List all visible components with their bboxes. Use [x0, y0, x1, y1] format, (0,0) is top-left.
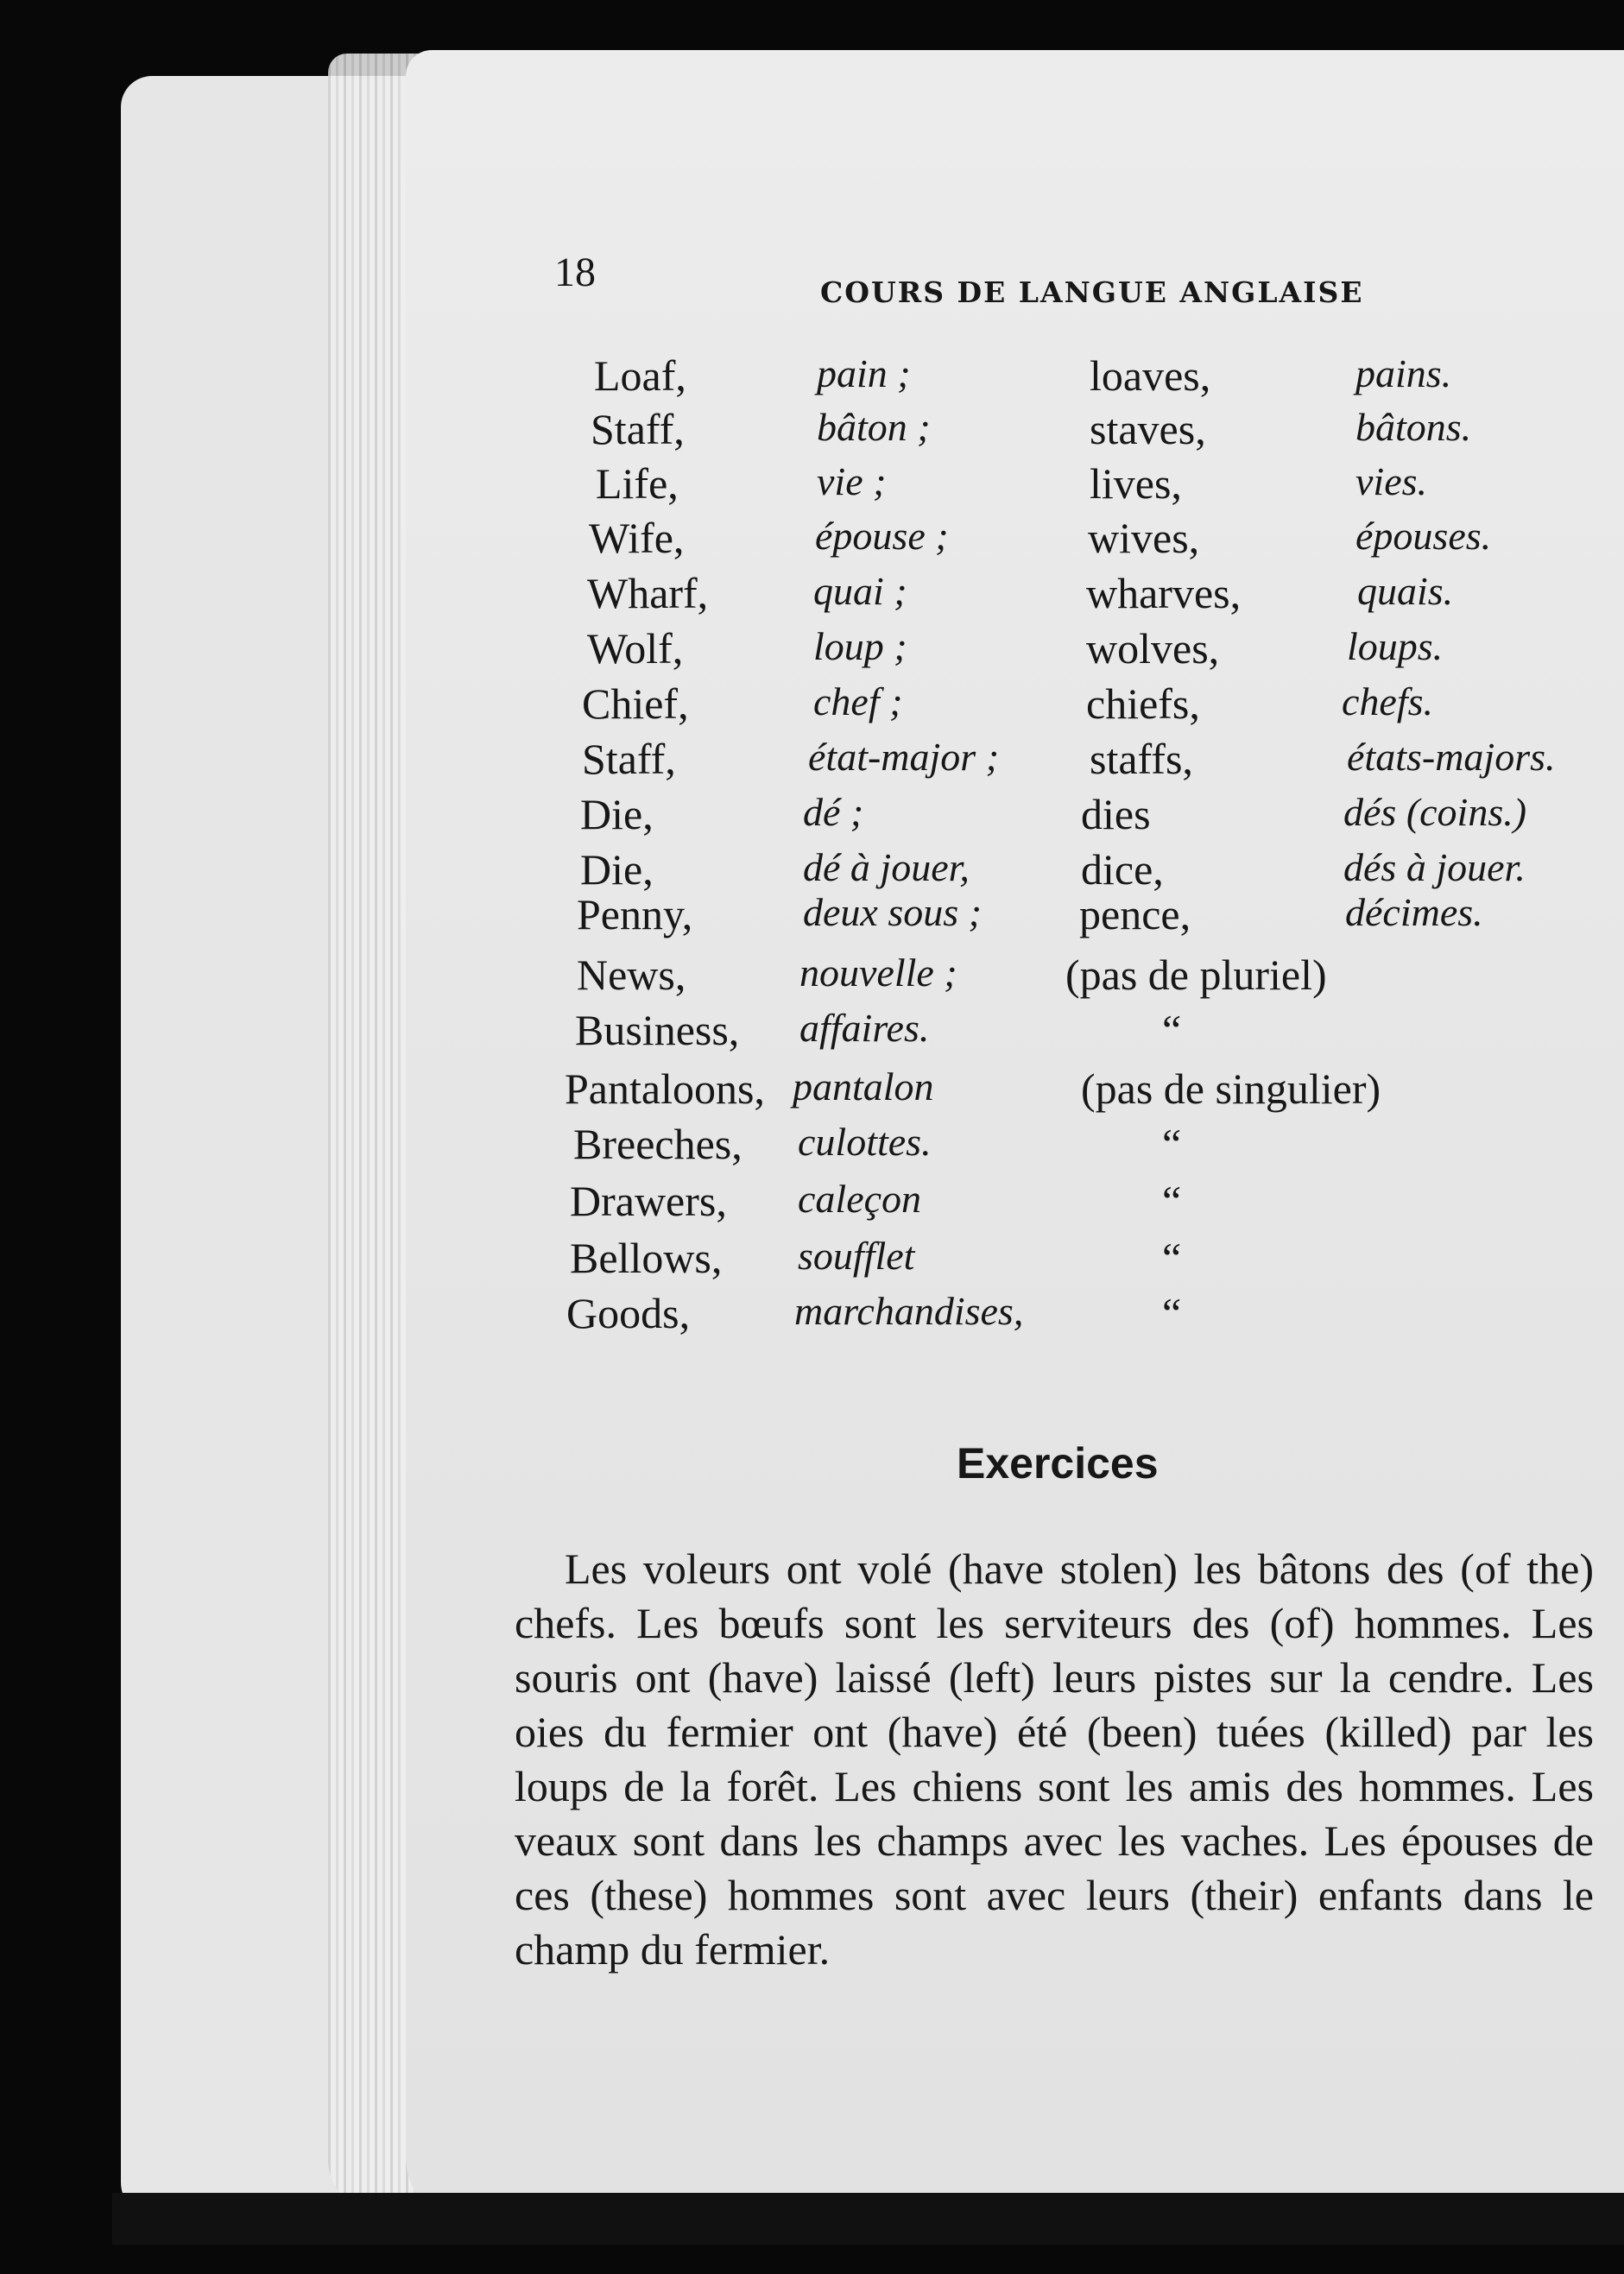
vocab-fr-cell: épouse ;: [815, 514, 949, 558]
vocab-en-cell: News,: [577, 951, 686, 999]
vocab-fr-cell: dé à jouer,: [803, 845, 970, 889]
vocab-en-cell: Staff,: [582, 735, 676, 783]
page-number: 18: [554, 250, 596, 295]
vocab-fr-pl-cell: chefs.: [1342, 679, 1434, 723]
vocab-fr-cell: nouvelle ;: [799, 951, 957, 995]
vocab-fr-cell: culottes.: [798, 1120, 932, 1164]
vocab-fr-pl-cell: dés (coins.): [1343, 790, 1527, 834]
vocab-en-cell: Penny,: [577, 890, 693, 938]
vocab-en-cell: Staff,: [591, 405, 685, 453]
vocab-fr-pl-cell: bâtons.: [1355, 405, 1472, 449]
vocab-en-cell: Wolf,: [587, 624, 684, 673]
vocab-fr-cell: état-major ;: [808, 735, 1000, 779]
vocab-en-cell: Wife,: [589, 514, 685, 562]
vocab-en-pl-cell: chiefs,: [1086, 679, 1200, 728]
bottom-shadow: [112, 2193, 1624, 2245]
vocab-fr-pl-cell: états-majors.: [1347, 735, 1556, 779]
vocab-en-pl-cell: (pas de pluriel): [1065, 951, 1327, 999]
vocab-en-pl-cell: wives,: [1088, 514, 1200, 562]
vocab-en-cell: Chief,: [582, 679, 689, 728]
vocab-en-cell: Business,: [575, 1006, 740, 1054]
vocab-fr-pl-cell: vies.: [1355, 459, 1428, 503]
vocab-en-cell: Die,: [580, 845, 654, 894]
vocab-en-pl-cell: “: [1162, 1006, 1182, 1054]
vocab-en-pl-cell: wolves,: [1086, 624, 1220, 673]
vocab-en-pl-cell: lives,: [1090, 459, 1182, 508]
vocab-en-pl-cell: pence,: [1079, 890, 1191, 938]
vocab-fr-pl-cell: pains.: [1355, 351, 1452, 395]
vocab-fr-cell: chef ;: [813, 679, 903, 723]
vocab-fr-cell: pantalon: [793, 1064, 934, 1109]
vocab-en-pl-cell: staves,: [1090, 405, 1206, 453]
vocab-fr-cell: vie ;: [817, 459, 887, 503]
vocab-en-pl-cell: “: [1162, 1289, 1182, 1337]
exercise-paragraph: Les voleurs ont volé (have stolen) les bâtons des (of the) chefs. Les bœufs sont les serviteurs des (of) hommes. Les souris ont (have) laissé (left) leurs pistes sur la cendre. Les oies du fermier ont (have) été (been) tuées (killed) par les loups de la forêt. Les chiens sont les amis des hommes. Les veaux sont dans les champs avec les vaches. Les épouses de ces (these) hommes sont avec leurs (their) enfants dans le champ du fermier.: [515, 1544, 1594, 1974]
vocab-fr-cell: deux sous ;: [803, 890, 982, 934]
vocab-en-cell: Wharf,: [587, 569, 709, 617]
vocab-fr-cell: affaires.: [799, 1006, 930, 1050]
vocab-fr-pl-cell: loups.: [1347, 624, 1444, 668]
vocab-fr-cell: dé ;: [803, 790, 864, 834]
vocab-en-pl-cell: wharves,: [1086, 569, 1242, 617]
vocab-en-pl-cell: “: [1162, 1120, 1182, 1168]
vocab-fr-cell: loup ;: [813, 624, 907, 668]
running-header: COURS DE LANGUE ANGLAISE: [820, 275, 1364, 309]
vocab-en-pl-cell: “: [1162, 1234, 1182, 1282]
vocab-en-cell: Drawers,: [570, 1177, 727, 1225]
vocab-en-cell: Loaf,: [594, 351, 686, 400]
vocab-fr-cell: quai ;: [813, 569, 907, 613]
vocab-fr-cell: bâton ;: [817, 405, 931, 449]
vocab-fr-cell: pain ;: [817, 351, 911, 395]
vocab-en-pl-cell: dies: [1081, 790, 1151, 838]
exercise-title: Exercices: [957, 1439, 1159, 1488]
vocab-fr-cell: soufflet: [798, 1234, 915, 1278]
vocab-en-cell: Bellows,: [570, 1234, 723, 1282]
vocab-en-pl-cell: (pas de singulier): [1081, 1064, 1381, 1113]
vocab-fr-pl-cell: épouses.: [1355, 514, 1492, 558]
vocab-en-pl-cell: loaves,: [1090, 351, 1211, 400]
vocab-fr-pl-cell: dés à jouer.: [1343, 845, 1526, 889]
vocab-en-cell: Breeches,: [573, 1120, 742, 1168]
vocab-fr-cell: caleçon: [798, 1177, 922, 1221]
vocab-en-cell: Life,: [596, 459, 679, 508]
vocab-fr-pl-cell: quais.: [1357, 569, 1454, 613]
vocab-fr-cell: marchandises,: [794, 1289, 1024, 1333]
vocab-en-pl-cell: staffs,: [1090, 735, 1193, 783]
vocab-en-cell: Pantaloons,: [565, 1064, 765, 1113]
vocab-en-pl-cell: dice,: [1081, 845, 1164, 894]
vocab-en-cell: Goods,: [566, 1289, 691, 1337]
vocab-en-pl-cell: “: [1162, 1177, 1182, 1225]
vocab-en-cell: Die,: [580, 790, 654, 838]
vocab-fr-pl-cell: décimes.: [1345, 890, 1483, 934]
